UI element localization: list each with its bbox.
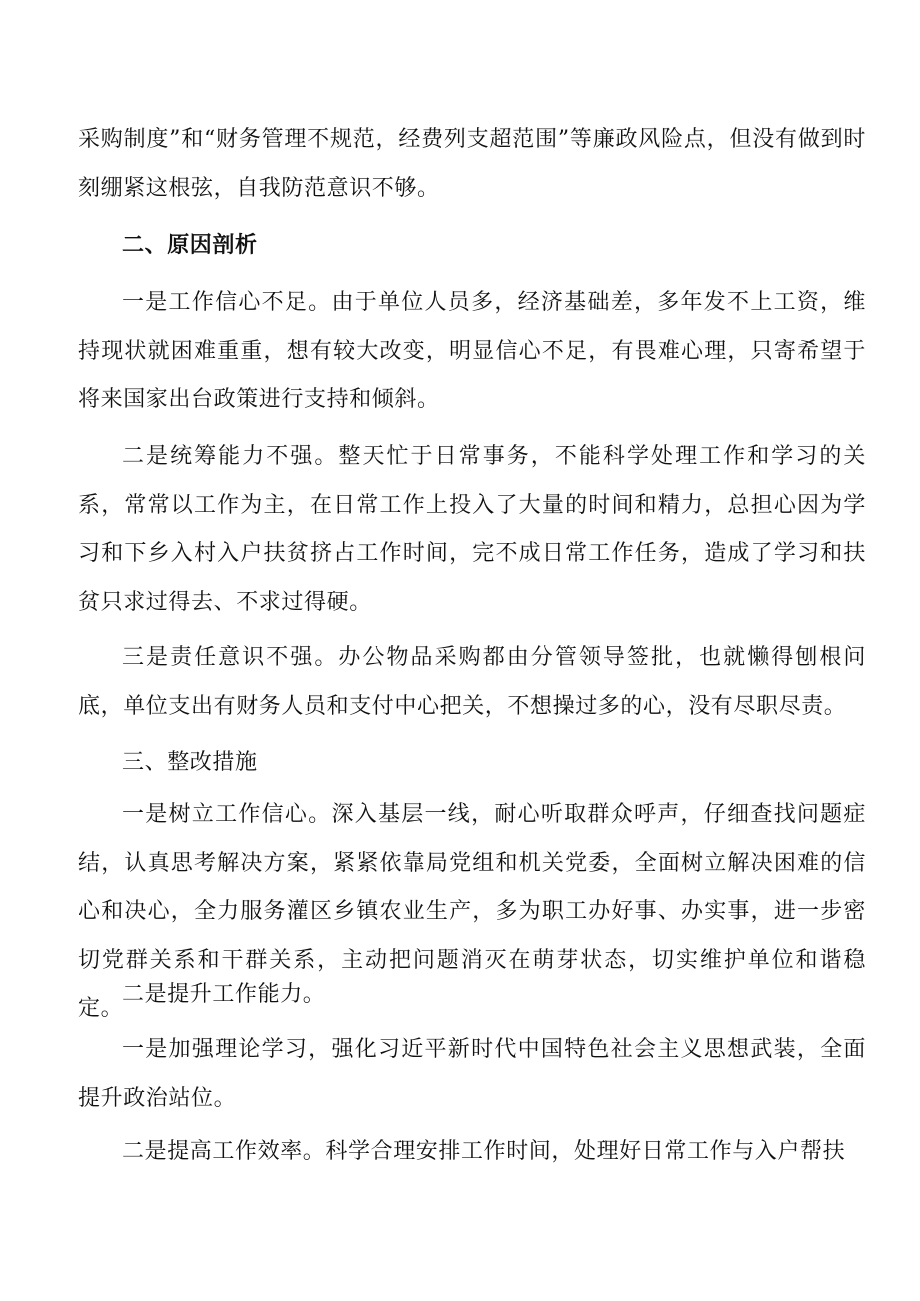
paragraph-weak-responsibility: 三是责任意识不强。办公物品采购都由分管领导签批，也就懒得刨根问底，单位支出有财务人员和支付中心把关，不想操过多的心，没有尽职尽责。 (78, 645, 866, 719)
section-heading-rectification: 三、整改措施 (122, 750, 258, 775)
paragraph-continuation: 采购制度”和“财务管理不规范，经费列支超范围”等廉政风险点，但没有做到时刻绷紧这根弦，自我防范意识不够。 (78, 127, 866, 201)
section-heading-cause-analysis: 二、原因剖析 (122, 233, 258, 258)
paragraph-build-confidence: 一是树立工作信心。深入基层一线，耐心听取群众呼声，仔细查找问题症结，认真思考解决方案，紧紧依靠局党组和机关党委，全面树立解决困难的信心和决心，全力服务灌区乡镇农业生产，多为职工办好事、办实事，进一步密切党群关系和干群关系，主动把问题消灭在萌芽状态，切实维护单位和谐稳定。 (78, 802, 866, 1021)
paragraph-theory-study: 一是加强理论学习，强化习近平新时代中国特色社会主义思想武装，全面提升政治站位。 (78, 1037, 866, 1111)
paragraph-lack-of-confidence: 一是工作信心不足。由于单位人员多，经济基础差，多年发不上工资，维持现状就困难重重，想有较大改变，明显信心不足，有畏难心理，只寄希望于将来国家出台政策进行支持和倾斜。 (78, 290, 866, 412)
paragraph-improve-ability: 二是提升工作能力。 (122, 982, 326, 1007)
paragraph-improve-efficiency: 二是提高工作效率。科学合理安排工作时间，处理好日常工作与入户帮扶 (122, 1139, 846, 1164)
paragraph-weak-coordination: 二是统筹能力不强。整天忙于日常事务，不能科学处理工作和学习的关系，常常以工作为主，在日常工作上投入了大量的时间和精力，总担心因为学习和下乡入村入户扶贫挤占工作时间，完不成日常工作任务，造成了学习和扶贫只求过得去、不求过得硬。 (78, 444, 866, 615)
